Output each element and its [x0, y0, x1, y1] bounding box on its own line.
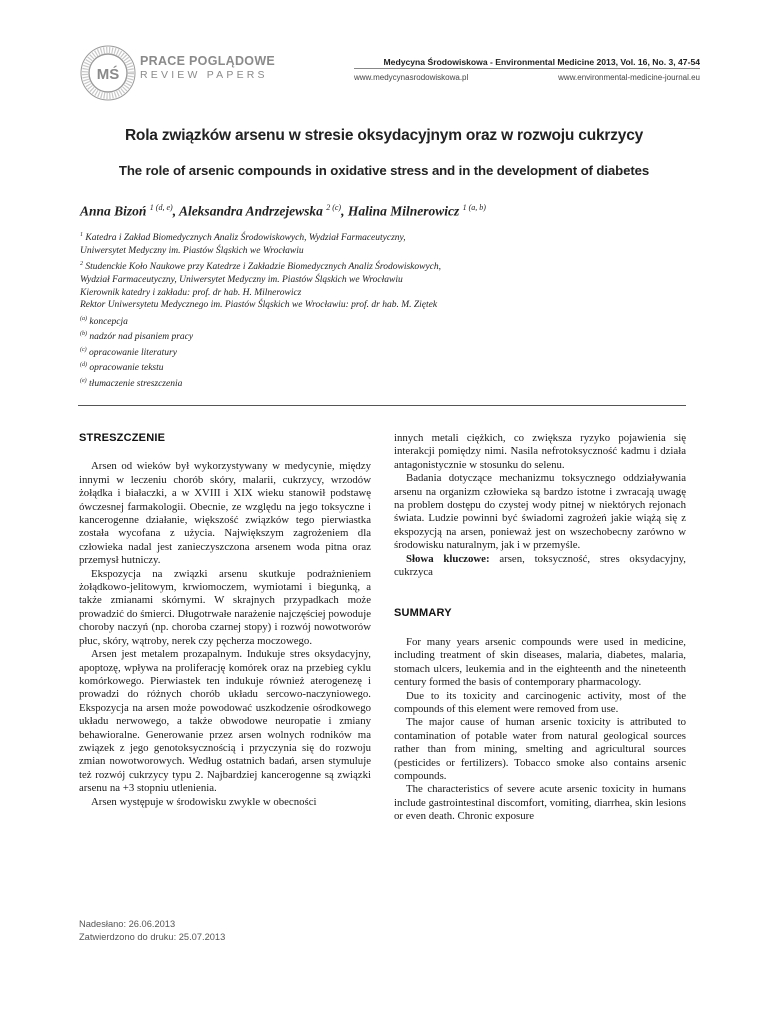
author-contributions: [80, 313, 193, 390]
keywords-line: [394, 553, 686, 580]
svg-text:MŚ: MŚ: [96, 66, 120, 83]
contribution-mark: (b): [80, 331, 87, 338]
article-type-pl: PRACE POGLĄDOWE: [140, 54, 276, 68]
affiliation-number: 2: [80, 260, 83, 267]
affiliation-text: Studenckie Koło Naukowe przy Katedrze i Zakładzie Biomedycznych Analiz Środowiskowych,: [85, 261, 442, 272]
author-name: Halina Milnerowicz: [347, 203, 460, 219]
summary-paragraph: Due to its toxicity and carcinogenic activity, most of the compounds of this element were removed from use.: [394, 689, 686, 715]
affiliation-line: [80, 229, 700, 245]
summary-heading: SUMMARY: [394, 607, 452, 620]
summary-paragraph: For many years arsenic compounds were used in medicine, including treatment of skin diseases, malaria, diabetes, malaria, stomach ulcers, leukemia and in the eighteenth and the nineteenth century formed the basis of contemporary pharmacology.: [394, 635, 686, 689]
affiliation-line: [80, 287, 700, 300]
right-column: [394, 432, 686, 824]
abstract-paragraph: Ekspozycja na związki arsenu skutkuje podrażnieniem żołądkowo-jelitowym, krwiomoczem, wymiotami i biegunką, a także zmianami skórnymi. W skrajnych przypadkach może prowadzić do śmierci. Długotrwałe narażenie najczęściej powoduje choroby naczyń (np. choroba czarnej stopy) i rozwój nowotworów płuc, skóry, wątroby, nerek czy pęcherza moczowego.: [79, 567, 371, 647]
affiliation-text: Kierownik katedry i zakładu: prof. dr hab. H. Milnerowicz: [80, 287, 302, 298]
contribution-text: koncepcja: [89, 317, 128, 328]
abstract-paragraph: Arsen występuje w środowisku zwykle w obecności: [91, 795, 317, 808]
contribution-mark: (e): [80, 377, 87, 384]
affiliation-number: 1: [80, 232, 83, 238]
contribution-text: nadzór nad pisaniem pracy: [89, 332, 194, 343]
contribution-text: tłumaczenie streszczenia: [89, 378, 183, 389]
journal-url-en[interactable]: www.environmental-medicine-journal.eu: [558, 73, 700, 82]
accepted-date: Zatwierdzono do druku: 25.07.2013: [79, 932, 226, 942]
contribution-item: [80, 359, 193, 374]
author-affiliation-mark: 1 (a, b): [462, 203, 486, 212]
abstract-paragraph: innych metali ciężkich, co zwiększa ryzyko pojawienia się interakcji pomiędzy nimi. Nasila nefrotoksyczność kadmu i działa antagonistycznie w stosunku do selenu.: [394, 432, 686, 471]
keywords-label: Słowa kluczowe:: [406, 552, 490, 565]
author-separator: ,: [172, 203, 179, 219]
contribution-item: [80, 313, 193, 328]
contribution-item: [80, 344, 193, 359]
journal-citation: Medycyna Środowiskowa - Environmental Medicine 2013, Vol. 16, No. 3, 47-54: [383, 57, 700, 67]
submission-dates: [79, 918, 225, 944]
received-date: Nadesłano: 26.06.2013: [79, 919, 176, 929]
streszczenie-heading: STRESZCZENIE: [79, 432, 166, 444]
section-divider: [78, 405, 686, 406]
affiliation-line: [80, 245, 700, 258]
affiliation-line: [80, 299, 700, 312]
affiliation-text: Katedra i Zakład Biomedycznych Analiz Środowiskowych, Wydział Farmaceutyczny,: [85, 233, 406, 244]
author-list: [80, 203, 486, 220]
affiliations: [80, 229, 700, 312]
contribution-mark: (d): [80, 362, 87, 369]
article-type-en: REVIEW PAPERS: [140, 69, 268, 81]
contribution-text: opracowanie literatury: [89, 348, 177, 359]
affiliation-text: Rektor Uniwersytetu Medycznego im. Piastów Śląskich we Wrocławiu: prof. dr hab. M. Ziętek: [80, 300, 438, 311]
article-type-label: [140, 54, 275, 81]
affiliation-text: Uniwersytet Medyczny im. Piastów Śląskich we Wrocławiu: [80, 245, 304, 256]
author-affiliation-mark: 2 (c): [326, 203, 342, 212]
author-name: Aleksandra Andrzejewska: [178, 203, 323, 219]
author-affiliation-mark: 1 (d, e): [149, 203, 173, 212]
summary-paragraph: The characteristics of severe acute arsenic toxicity in humans include gastrointestinal discomfort, vomiting, diarrhea, skin lesions or even death. Chronic exposure: [394, 783, 686, 823]
page-header: [78, 44, 708, 104]
abstract-paragraph: Arsen od wieków był wykorzystywany w medycynie, między innymi w leczeniu chorób skóry, malarii, cukrzycy, wrzodów żołądka i białaczki, a w XVIII i XIX wieku stanowił podstawę ówczesnej farmakologii. Obecnie, ze względu na jego toksyczne i kancerogenne działanie, większość związków tego pierwiastka została wycofana z użycia. Największym zagrożeniem dla człowieka nadal jest zanieczyszczona arsenem woda pitna oraz przemysł hutniczy.: [79, 460, 371, 567]
contribution-text: opracowanie tekstu: [89, 363, 164, 374]
journal-url-pl[interactable]: www.medycynasrodowiskowa.pl: [354, 73, 469, 82]
header-divider: [354, 68, 700, 69]
affiliation-line: [80, 258, 700, 274]
affiliation-text: Wydział Farmaceutyczny, Uniwersytet Medyczny im. Piastów Śląskich we Wrocławiu: [80, 274, 403, 285]
contribution-item: [80, 375, 193, 390]
author-separator: ,: [341, 203, 348, 219]
contribution-mark: (a): [80, 316, 87, 322]
left-column: [79, 432, 371, 809]
abstract-paragraph: Badania dotyczące mechanizmu toksycznego oddziaływania arsenu na organizm człowieka są bardzo istotne i zwracają uwagę na problem dostępu do czystej wody pitnej w niektórych rejonach świata. Ludzie powinni być świadomi zagrożeń jakie wiążą się z ekspozycją na arsen, ponieważ jest on wszechobecny zarówno w środowisku naturalnym, jak i w przemyśle.: [394, 472, 686, 552]
article-title-pl: Rola związków arsenu w stresie oksydacyjnym oraz w rozwoju cukrzycy: [124, 127, 644, 144]
journal-seal-logo: [80, 45, 136, 101]
contribution-item: [80, 328, 193, 343]
keywords-text: arsen, toksyczność, stres oksydacyjny, cukrzyca: [394, 552, 686, 579]
contribution-mark: (c): [80, 346, 87, 353]
affiliation-line: [80, 274, 700, 287]
abstract-paragraph: Arsen jest metalem prozapalnym. Indukuje stres oksydacyjny, apoptozę, wpływa na proliferację komórek oraz na przebieg cyklu komórkowego. Pierwiastek ten indukuje również aterogenezę i prowadzi do różnych chorób układu sercowo-naczyniowego. Ekspozycja na arsen może powodować uszkodzenie ośrodkowego układu nerwowego, a także obwodowe neuropatie i zmiany behawioralne. Generowanie przez arsen wolnych rodników ma związek z jego genotoksycznością i przyczynia się do rozwoju zmian nowotworowych. Według ostatnich badań, arsen stymuluje też rozwój cukrzycy typu 2. Najbardziej kancerogenne są związki arsenu na +3 stopniu utlenienia.: [79, 648, 371, 795]
summary-paragraph: The major cause of human arsenic toxicity is attributed to contamination of potable water from natural geological sources rather than from mining, smelting and agricultural sources (pesticides or fertilizers). Tobacco smoke also contains arsenic compounds.: [394, 716, 686, 782]
author-name: Anna Bizoń: [80, 203, 147, 219]
article-title-en: The role of arsenic compounds in oxidative stress and in the development of diabetes: [118, 163, 650, 178]
